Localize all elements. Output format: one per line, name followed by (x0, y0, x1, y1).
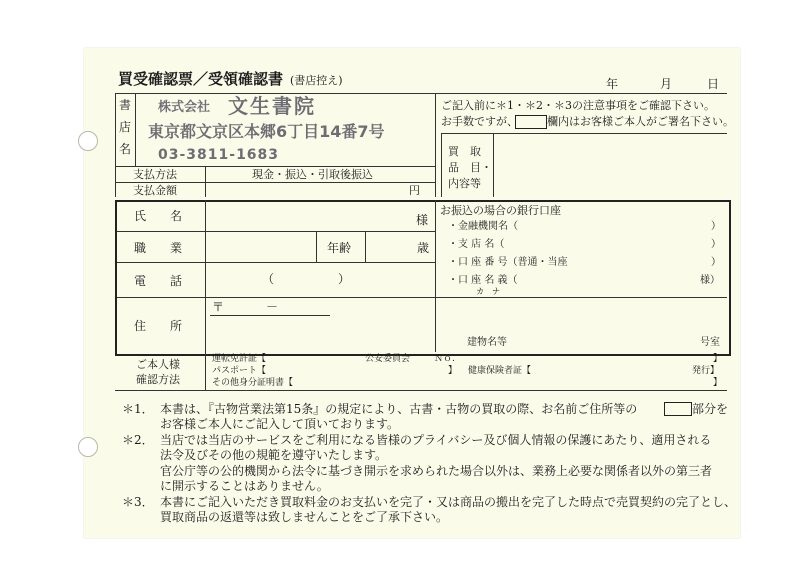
stamp-company-prefix: 株式会社 (158, 100, 211, 115)
phone-field[interactable] (207, 264, 433, 295)
bank-account-no-close: ） (711, 257, 721, 268)
note1-mark: ＊1． (122, 402, 154, 416)
bank-branch-close: ） (711, 239, 721, 250)
notice-line1: ご記入前に＊1・＊2・＊3の注意事項をご確認下さい。 (441, 99, 715, 112)
purchase-label-3: 内容等 (448, 177, 481, 190)
id-row2-end: 】 (448, 366, 458, 376)
address-field[interactable] (207, 300, 723, 348)
punch-hole-top (78, 131, 98, 151)
phone-label: 電 話 (134, 274, 183, 288)
bank-name-label: ・金融機関名（ (448, 221, 518, 232)
stamp-address: 東京都文京区本郷6丁目14番7号 (148, 122, 385, 141)
bank-account-name-label: ・口 座 名 義（ (448, 275, 518, 286)
room-label: 号室 (700, 337, 720, 348)
punch-hole-bottom (78, 437, 98, 457)
note3-mark: ＊3． (122, 495, 154, 509)
notice-line2-post: 欄内はお客様ご本人がご署名下さい。 (547, 115, 734, 128)
phone-paren-open: （ (262, 272, 275, 286)
shop-label-1: 書 (119, 98, 132, 112)
name-field[interactable] (207, 203, 407, 229)
bank-name-close: ） (711, 221, 721, 232)
note1-a: 本書は、『古物営業法第15条』の規定により、古書・古物の買取の際、お名前ご住所等の (160, 402, 638, 416)
building-label: 建物名等 (467, 337, 507, 348)
id-label-1: ご本人様 (136, 358, 180, 371)
id-row2-issue: 発行】 (692, 366, 720, 376)
bank-account-no-label: ・口 座 番 号（普通・当座 (448, 257, 568, 268)
purchase-label-1: 買 取 (448, 145, 481, 158)
age-field[interactable] (367, 233, 415, 260)
age-suffix: 歳 (417, 241, 430, 255)
shop-label-2: 店 (119, 120, 132, 134)
id-row1: 運転免許証【 (212, 354, 267, 364)
note2-d: に開示することはありません。 (160, 479, 329, 493)
note2-a: 当店では当店のサービスをご利用になる皆様のプライバシー及び個人情報の保護にあたり、適用される (160, 433, 712, 447)
purchase-label-2: 品 目・ (448, 161, 492, 174)
id-row2-mid: 健康保険者証【 (468, 366, 532, 376)
id-row2: パスポート【 (212, 366, 267, 376)
job-label: 職 業 (134, 241, 183, 255)
bank-branch-label: ・支 店 名（ (448, 239, 505, 250)
signature-box-sample (515, 115, 547, 129)
note2-c: 官公庁等の公的機関から法令に基づき開示を求められた場合以外は、業務上必要な関係者以外の第三者 (160, 464, 713, 478)
id-row1-mid: 公安委員会 (365, 354, 411, 364)
form-title-sub: (書店控え) (290, 74, 343, 87)
id-row3: その他身分証明書【 (212, 378, 294, 388)
age-label: 年齢 (327, 241, 352, 255)
address-label: 住 所 (134, 319, 183, 333)
id-row3-close: 】 (713, 378, 723, 388)
note3-b: 買取商品の返還等は致しませんことをご了承下さい。 (160, 510, 449, 524)
postal-mark: 〒 (212, 300, 225, 314)
note1-b: 部分を (692, 402, 729, 416)
stamp-company-name: 文生書院 (228, 94, 316, 118)
form-title: 買受確認票／受領確認書 (118, 70, 284, 88)
payment-yen: 円 (409, 184, 420, 197)
notice-line2-pre: お手数ですが、 (441, 115, 518, 128)
date-day: 日 (707, 77, 720, 91)
name-label: 氏 名 (134, 209, 183, 223)
payment-method-label: 支払方法 (133, 168, 177, 181)
note1-c: お客様ご本人にご記入して頂いております。 (160, 417, 400, 431)
phone-paren-close: ） (338, 272, 351, 286)
job-field[interactable] (207, 233, 313, 260)
payment-method-value: 現金・振込・引取後振込 (252, 168, 373, 181)
note2-mark: ＊2． (122, 433, 154, 447)
note3-a: 本書にご記入いただき買取料金のお支払いを完了・又は商品の搬出を完了した時点で売買契約の完了とし、 (160, 495, 737, 509)
postal-dash: － (266, 300, 279, 314)
bank-title: お振込の場合の銀行口座 (440, 204, 561, 217)
id-row1-close: 】 (713, 354, 723, 364)
bank-account-name-close: 様） (700, 275, 720, 286)
shop-label-3: 名 (119, 142, 132, 156)
payment-amount-label: 支払金額 (133, 184, 177, 197)
note2-b: 法令及びその他の規範を遵守いたします。 (160, 448, 388, 462)
note1-box-sample (664, 402, 692, 416)
id-row1-no: Ｎｏ. (434, 354, 455, 364)
bank-kana-label: カ ナ (476, 287, 500, 296)
date-month: 月 (660, 77, 673, 91)
date-year: 年 (606, 77, 619, 91)
name-suffix: 様 (416, 213, 429, 227)
stamp-phone: 03-3811-1683 (158, 147, 280, 163)
id-label-2: 確認方法 (136, 373, 180, 386)
